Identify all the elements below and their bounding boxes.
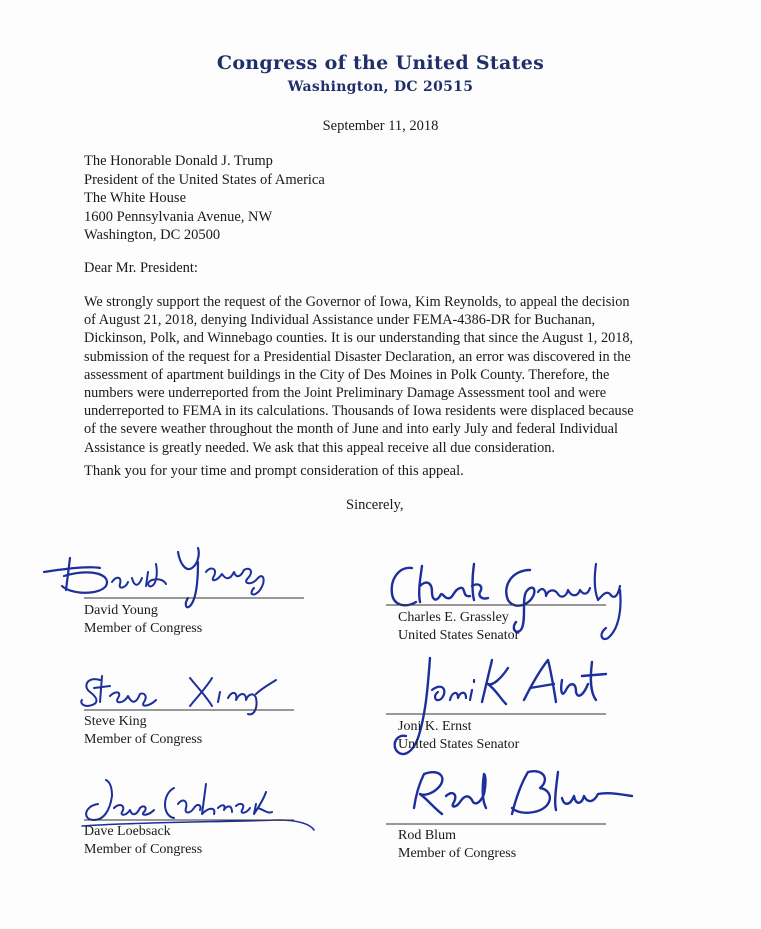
- letterhead-address: Washington, DC 20515: [287, 79, 474, 95]
- signatory-joni-ernst: [398, 718, 519, 753]
- body-line: Assistance is greatly needed. We ask that this appeal receive all due consideration.: [84, 439, 556, 456]
- signatory-name: Charles E. Grassley: [398, 610, 509, 625]
- signature-line-king: [84, 708, 294, 712]
- recipient-line: The White House: [84, 190, 187, 207]
- letterhead-title: Congress of the United States: [216, 52, 545, 74]
- recipient-line: The Honorable Donald J. Trump: [84, 153, 273, 169]
- signatory-title: United States Senator: [398, 736, 520, 752]
- signature-line-loebsack: [84, 818, 294, 822]
- signatory-david-young: [84, 602, 202, 637]
- signatory-title: Member of Congress: [84, 841, 203, 857]
- body-line: Dickinson, Polk, and Winnebago counties. It is our understanding that since the August 1, 2018,: [84, 330, 634, 347]
- signature-rod-blum: [394, 764, 644, 824]
- recipient-address: [84, 152, 325, 245]
- signatory-title: Member of Congress: [398, 845, 517, 861]
- signature-line-blum: [386, 822, 606, 826]
- body-line: submission of the request for a Presidential Disaster Declaration, an error was discovered in the: [84, 348, 631, 365]
- body-line: assessment of apartment buildings in the City of Des Moines in Polk County. Therefore, the: [84, 366, 610, 383]
- signatory-name: Joni K. Ernst: [398, 719, 472, 734]
- signatory-title: Member of Congress: [84, 620, 203, 636]
- salutation: Dear Mr. President:: [84, 260, 198, 276]
- signatory-name: Rod Blum: [398, 828, 456, 843]
- signature-line-young: [84, 596, 304, 600]
- signatory-title: Member of Congress: [84, 731, 203, 747]
- signatory-steve-king: [84, 713, 202, 748]
- body-line: underreported to FEMA in its calculations. Thousands of Iowa residents were displaced because: [84, 403, 634, 420]
- signature-line-ernst: [386, 712, 606, 716]
- body-line: of August 21, 2018, denying Individual Assistance under FEMA-4386-DR for Buchanan,: [84, 312, 596, 329]
- closing: Sincerely,: [346, 497, 404, 513]
- body-line: numbers were underreported from the Joint Preliminary Damage Assessment tool and were: [84, 385, 607, 402]
- signatory-charles-grassley: [398, 609, 519, 644]
- body-paragraph: [84, 293, 684, 457]
- signatory-rod-blum: [398, 827, 516, 862]
- signatory-name: David Young: [84, 603, 158, 618]
- signatory-name: Dave Loebsack: [84, 824, 171, 839]
- recipient-line: President of the United States of America: [84, 171, 325, 188]
- thanks-paragraph: Thank you for your time and prompt consideration of this appeal.: [84, 463, 464, 479]
- recipient-line: Washington, DC 20500: [84, 227, 221, 244]
- signatory-title: United States Senator: [398, 627, 520, 643]
- signature-line-grassley: [386, 603, 606, 607]
- recipient-line: 1600 Pennsylvania Avenue, NW: [84, 208, 273, 225]
- body-line: of the severe weather throughout the month of June and into early July and federal Individual: [84, 421, 618, 438]
- body-line: We strongly support the request of the Governor of Iowa, Kim Reynolds, to appeal the decision: [84, 294, 630, 310]
- signature-david-young: [40, 538, 300, 612]
- signatory-name: Steve King: [84, 714, 147, 729]
- letter-date: September 11, 2018: [322, 118, 439, 134]
- signatory-dave-loebsack: [84, 823, 202, 858]
